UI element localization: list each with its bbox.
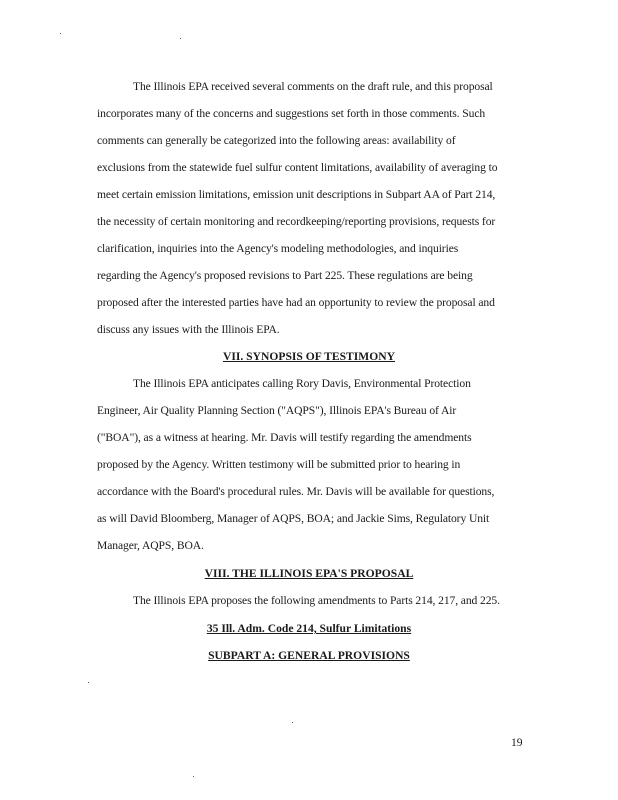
scan-speck [193,776,194,777]
code-heading: 35 Ill. Adm. Code 214, Sulfur Limitations [206,622,412,635]
paragraph-line: clarification, inquiries into the Agency's modeling methodologies, and inquiries [97,242,459,255]
paragraph-line: meet certain emission limitations, emission unit descriptions in Subpart AA of Part 214, [97,188,496,201]
scan-speck [88,682,89,683]
paragraph-line: The Illinois EPA anticipates calling Rory Davis, Environmental Protection [133,377,471,390]
subpart-heading: SUBPART A: GENERAL PROVISIONS [208,649,410,662]
paragraph-line: ("BOA"), as a witness at hearing. Mr. Davis will testify regarding the amendments [97,431,472,444]
paragraph-line: proposed after the interested parties have had an opportunity to review the proposal and [97,296,495,309]
paragraph-line: regarding the Agency's proposed revisions to Part 225. These regulations are being [97,269,473,282]
paragraph-line: exclusions from the statewide fuel sulfur content limitations, availability of averaging to [97,161,498,174]
paragraph-line: accordance with the Board's procedural rules. Mr. Davis will be available for questions, [97,485,495,498]
paragraph-line: proposed by the Agency. Written testimony will be submitted prior to hearing in [97,458,461,471]
scan-speck [180,38,181,39]
paragraph-line: The Illinois EPA received several comments on the draft rule, and this proposal [133,80,493,93]
section-heading-proposal: VIII. THE ILLINOIS EPA'S PROPOSAL [204,567,414,580]
scan-speck [292,722,293,723]
paragraph-line: Manager, AQPS, BOA. [97,539,204,552]
scan-speck [60,33,61,34]
page-number: 19 [511,736,523,749]
paragraph-line: The Illinois EPA proposes the following amendments to Parts 214, 217, and 225. [133,594,500,607]
paragraph-line: Engineer, Air Quality Planning Section ("AQPS"), Illinois EPA's Bureau of Air [97,404,457,417]
paragraph-line: discuss any issues with the Illinois EPA. [97,323,280,336]
paragraph-line: as will David Bloomberg, Manager of AQPS, BOA; and Jackie Sims, Regulatory Unit [97,512,490,525]
paragraph-line: the necessity of certain monitoring and recordkeeping/reporting provisions, requests for [97,215,496,228]
section-heading-synopsis: VII. SYNOPSIS OF TESTIMONY [222,350,395,363]
paragraph-line: incorporates many of the concerns and suggestions set forth in those comments. Such [97,107,486,120]
paragraph-line: comments can generally be categorized into the following areas: availability of [97,134,456,147]
